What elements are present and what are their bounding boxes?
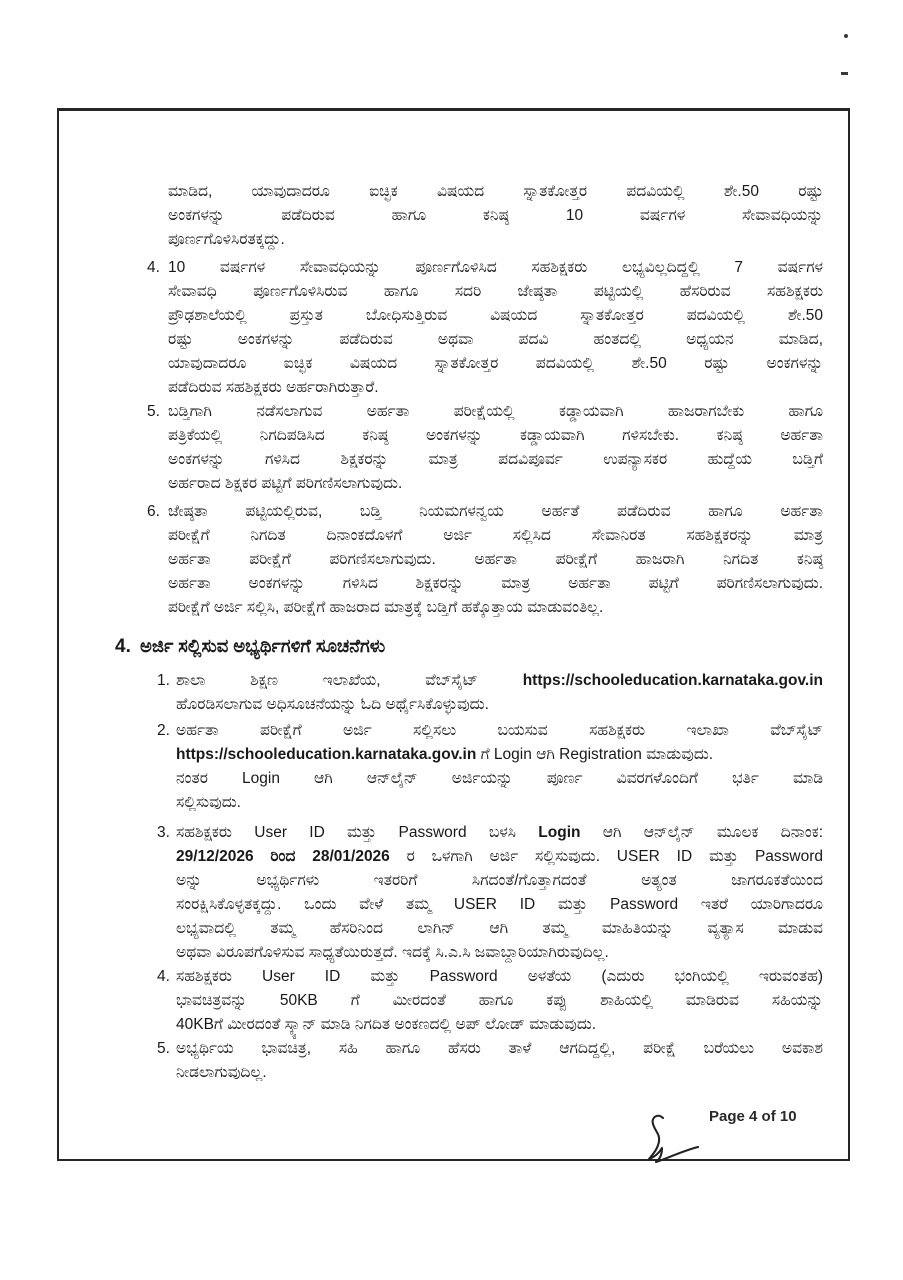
document-line	[168, 400, 823, 424]
scan-artifact-dash	[841, 72, 848, 75]
text-segment: ಅಂಕಗಳನ್ನು ಪಡೆದಿರುವ ಹಾಗೂ ಕನಿಷ್ಠ 10 ವರ್ಷಗಳ ಸೇವಾವಧಿಯನ್ನು	[168, 207, 823, 224]
document-line	[168, 548, 823, 572]
document-line	[176, 941, 823, 965]
text-segment: ಸೇವಾವಧಿ ಪೂರ್ಣಗೊಳಿಸಿರುವ ಹಾಗೂ ಸದರಿ ಜೇಷ್ಠತಾ ಪಟ್ಟಿಯಲ್ಲಿ ಹೆಸರಿರುವ ಸಹಶಿಕ್ಷಕರು	[168, 283, 823, 300]
scan-artifact-dot	[844, 34, 848, 38]
text-segment: ಯಾವುದಾದರೂ ಐಚ್ಛಿಕ ವಿಷಯದ ಸ್ನಾತಕೋತ್ತರ ಪದವಿಯಲ್ಲಿ ಶೇ.50 ರಷ್ಟು ಅಂಕಗಳನ್ನು	[168, 355, 823, 372]
text-segment: ಬಡ್ತಿಗಾಗಿ ನಡೆಸಲಾಗುವ ಅರ್ಹತಾ ಪರೀಕ್ಷೆಯಲ್ಲಿ ಕಡ್ಡಾಯವಾಗಿ ಹಾಜರಾಗಬೇಕು ಹಾಗೂ	[168, 403, 823, 420]
list-number: 5.	[147, 403, 160, 420]
document-line	[176, 893, 823, 917]
document-line	[168, 500, 823, 524]
text-segment: ಆಗಿ ಆನ್‌ಲೈನ್ ಮೂಲಕ ದಿನಾಂಕ:	[580, 824, 823, 841]
item-lines	[176, 719, 823, 815]
list-item-5	[115, 1037, 823, 1085]
list-item-4	[115, 256, 823, 400]
document-line	[176, 743, 823, 767]
item-lines	[168, 256, 823, 400]
list-item-3	[115, 821, 823, 965]
document-line	[168, 204, 823, 228]
item-lines	[176, 1037, 823, 1085]
list-item-6	[115, 500, 823, 620]
document-line	[168, 280, 823, 304]
bold-text: https://schooleducation.karnataka.gov.in	[176, 746, 477, 763]
list-number: 4.	[157, 968, 170, 985]
signature-mark	[636, 1110, 718, 1170]
text-segment: ಭಾವಚಿತ್ರವನ್ನು 50KB ಗೆ ಮೀರದಂತೆ ಹಾಗೂ ಕಪ್ಪು ಶಾಹಿಯಲ್ಲಿ ಮಾಡಿರುವ ಸಹಿಯನ್ನು	[176, 992, 823, 1009]
text-segment: ಸಹಶಿಕ್ಷಕರು User ID ಮತ್ತು Password ಬಳಸಿ	[176, 824, 539, 841]
list-item-5	[115, 400, 823, 496]
document-line	[176, 719, 823, 743]
text-segment: 10 ವರ್ಷಗಳ ಸೇವಾವಧಿಯನ್ನು ಪೂರ್ಣಗೊಳಿಸಿದ ಸಹಶಿಕ್ಷಕರು ಲಭ್ಯವಿಲ್ಲದಿದ್ದಲ್ಲಿ 7 ವರ್ಷಗಳ	[168, 259, 823, 276]
list-number: 5.	[157, 1040, 170, 1057]
item-lines	[168, 180, 823, 252]
document-line	[176, 791, 823, 815]
document-content	[115, 180, 823, 1085]
document-line	[168, 448, 823, 472]
page-number-label: Page 4 of 10	[709, 1108, 797, 1125]
document-line	[168, 524, 823, 548]
document-line	[176, 767, 823, 791]
document-line	[176, 917, 823, 941]
document-line	[168, 352, 823, 376]
document-line	[168, 304, 823, 328]
text-segment: ಪ್ರೌಢಶಾಲೆಯಲ್ಲಿ ಪ್ರಸ್ತುತ ಬೋಧಿಸುತ್ತಿರುವ ವಿಷಯದ ಸ್ನಾತಕೋತ್ತರ ಪದವಿಯಲ್ಲಿ ಶೇ.50	[168, 307, 823, 324]
text-segment: 40KBಗೆ ಮೀರದಂತೆ ಸ್ಕ್ಯಾನ್ ಮಾಡಿ ನಿಗದಿತ ಅಂಕಣದಲ್ಲಿ ಅಪ್ ಲೋಡ್ ಮಾಡುವುದು.	[176, 1016, 597, 1033]
text-segment: ರಷ್ಟು ಅಂಕಗಳನ್ನು ಪಡೆದಿರುವ ಅಥವಾ ಪದವಿ ಹಂತದಲ್ಲಿ ಅಧ್ಯಯನ ಮಾಡಿದ,	[168, 331, 823, 348]
text-segment: ಸಹಶಿಕ್ಷಕರು User ID ಮತ್ತು Password ಅಳತೆಯ (ಎದುರು ಭಂಗಿಯಲ್ಲಿ ಇರುವಂತಹ)	[176, 968, 823, 985]
document-line	[176, 821, 823, 845]
list-number: 2.	[157, 722, 170, 739]
item-lines	[176, 821, 823, 965]
text-segment: ಶಾಲಾ ಶಿಕ್ಷಣ ಇಲಾಖೆಯ, ವೆಬ್‌ಸೈಟ್	[176, 672, 523, 689]
text-segment: ಅಂಕಗಳನ್ನು ಗಳಿಸಿದ ಶಿಕ್ಷಕರನ್ನು ಮಾತ್ರ ಪದವಿಪೂರ್ವ ಉಪನ್ಯಾಸಕರ ಹುದ್ದೆಯ ಬಡ್ತಿಗೆ	[168, 451, 823, 468]
section-heading	[115, 632, 823, 661]
text-segment: ಅಥವಾ ವಿರೂಪಗೊಳಿಸುವ ಸಾಧ್ಯತೆಯಿರುತ್ತದೆ. ಇದಕ್ಕೆ ಸಿ.ಎ.ಸಿ ಜವಾಬ್ದಾರಿಯಾಗಿರುವುದಿಲ್ಲ.	[176, 944, 609, 961]
text-segment: ಪೂರ್ಣಗೊಳಿಸಿರತಕ್ಕದ್ದು.	[168, 231, 285, 248]
document-line	[168, 256, 823, 280]
text-segment: ರ ಒಳಗಾಗಿ ಅರ್ಜಿ ಸಲ್ಲಿಸುವುದು. USER ID ಮತ್ತು Password	[389, 848, 824, 865]
text-segment: ಅಭ್ಯರ್ಥಿಯ ಭಾವಚಿತ್ರ, ಸಹಿ ಹಾಗೂ ಹೆಸರು ತಾಳೆ ಆಗದಿದ್ದಲ್ಲಿ, ಪರೀಕ್ಷೆ ಬರೆಯಲು ಅವಕಾಶ	[176, 1040, 823, 1057]
bold-text: Login	[538, 824, 581, 841]
text-segment: ಗೆ Login ಆಗಿ Registration ಮಾಡುವುದು.	[476, 746, 714, 763]
section-heading-text: ಅರ್ಜಿ ಸಲ್ಲಿಸುವ ಅಭ್ಯರ್ಥಿಗಳಿಗೆ ಸೂಚನೆಗಳು	[140, 636, 386, 656]
list-number: 1.	[157, 672, 170, 689]
item-lines	[168, 500, 823, 620]
document-line	[168, 572, 823, 596]
document-line	[176, 1037, 823, 1061]
text-segment: ಸಲ್ಲಿಸುವುದು.	[176, 794, 241, 811]
text-segment: ಪರೀಕ್ಷೆಗೆ ನಿಗದಿತ ದಿನಾಂಕದೊಳಗೆ ಅರ್ಜಿ ಸಲ್ಲಿಸಿದ ಸೇವಾನಿರತ ಸಹಶಿಕ್ಷಕರನ್ನು ಮಾತ್ರ	[168, 527, 823, 544]
text-segment: ನಂತರ Login ಆಗಿ ಆನ್‌ಲೈನ್ ಅರ್ಜಿಯನ್ನು ಪೂರ್ಣ ವಿವರಗಳೊಂದಿಗೆ ಭರ್ತಿ ಮಾಡಿ	[176, 770, 823, 787]
text-segment: ಸಂರಕ್ಷಿಸಿಕೊಳ್ಳತಕ್ಕದ್ದು. ಒಂದು ವೇಳೆ ತಮ್ಮ USER ID ಮತ್ತು Password ಇತರೆ ಯಾರಿಗಾದರೂ	[176, 896, 823, 913]
text-segment: ಲಭ್ಯವಾದಲ್ಲಿ ತಮ್ಮ ಹೆಸರಿನಿಂದ ಲಾಗಿನ್ ಆಗಿ ತಮ್ಮ ಮಾಹಿತಿಯನ್ನು ವ್ಯತ್ಯಾಸ ಮಾಡುವ	[176, 920, 823, 937]
document-line	[176, 989, 823, 1013]
text-segment: ಪತ್ರಿಕೆಯಲ್ಲಿ ನಿಗದಿಪಡಿಸಿದ ಕನಿಷ್ಠ ಅಂಕಗಳನ್ನು ಕಡ್ಡಾಯವಾಗಿ ಗಳಿಸಬೇಕು. ಕನಿಷ್ಠ ಅರ್ಹತಾ	[168, 427, 823, 444]
text-segment: ಅರ್ಹರಾದ ಶಿಕ್ಷಕರ ಪಟ್ಟಿಗೆ ಪರಿಗಣಿಸಲಾಗುವುದು.	[168, 475, 403, 492]
bold-text: https://schooleducation.karnataka.gov.in	[522, 672, 823, 689]
document-line	[176, 693, 823, 717]
document-line	[176, 1061, 823, 1085]
list-item-2	[115, 719, 823, 815]
text-segment: ಅನ್ನು ಅಭ್ಯರ್ಥಿಗಳು ಇತರರಿಗೆ ಸಿಗದಂತೆ/ಗೊತ್ತಾಗದಂತೆ ಅತ್ಯಂತ ಜಾಗರೂಕತೆಯಿಂದ	[176, 872, 823, 889]
list-number: 6.	[147, 503, 160, 520]
section-heading-number: 4.	[115, 636, 131, 657]
document-line	[168, 328, 823, 352]
text-segment: ಅರ್ಹತಾ ಪರೀಕ್ಷೆಗೆ ಪರಿಗಣಿಸಲಾಗುವುದು. ಅರ್ಹತಾ ಪರೀಕ್ಷೆಗೆ ಹಾಜರಾಗಿ ನಿಗದಿತ ಕನಿಷ್ಠ	[168, 551, 823, 568]
document-line	[176, 965, 823, 989]
document-line	[176, 1013, 823, 1037]
document-line	[176, 845, 823, 869]
text-segment: ಪಡೆದಿರುವ ಸಹಶಿಕ್ಷಕರು ಅರ್ಹರಾಗಿರುತ್ತಾರೆ.	[168, 379, 379, 396]
text-segment: ಹೊರಡಿಸಲಾಗುವ ಅಧಿಸೂಚನೆಯನ್ನು ಓದಿ ಅರ್ಥೈಸಿಕೊಳ್ಳುವುದು.	[176, 696, 489, 713]
list-number: 4.	[147, 259, 160, 276]
document-line	[168, 228, 823, 252]
document-line	[168, 376, 823, 400]
text-segment: ನೀಡಲಾಗುವುದಿಲ್ಲ.	[176, 1064, 267, 1081]
document-line	[168, 472, 823, 496]
document-line	[168, 596, 823, 620]
document-line	[176, 869, 823, 893]
list-item-1	[115, 669, 823, 717]
text-segment: ಅರ್ಹತಾ ಪರೀಕ್ಷೆಗೆ ಅರ್ಜಿ ಸಲ್ಲಿಸಲು ಬಯಸುವ ಸಹಶಿಕ್ಷಕರು ಇಲಾಖಾ ವೆಬ್‌ಸೈಟ್	[176, 722, 823, 739]
document-line	[168, 180, 823, 204]
document-line	[168, 424, 823, 448]
list-number: 3.	[157, 824, 170, 841]
text-segment: ಪರೀಕ್ಷೆಗೆ ಅರ್ಜಿ ಸಲ್ಲಿಸಿ, ಪರೀಕ್ಷೆಗೆ ಹಾಜರಾದ ಮಾತ್ರಕ್ಕೆ ಬಡ್ತಿಗೆ ಹಕ್ಕೊತ್ತಾಯ ಮಾಡುವಂತಿಲ್ಲ.	[168, 599, 604, 616]
item-lines	[176, 965, 823, 1037]
item-lines	[168, 400, 823, 496]
text-segment: ಅರ್ಹತಾ ಅಂಕಗಳನ್ನು ಗಳಿಸಿದ ಶಿಕ್ಷಕರನ್ನು ಮಾತ್ರ ಅರ್ಹತಾ ಪಟ್ಟಿಗೆ ಪರಿಗಣಿಸಲಾಗುವುದು.	[168, 575, 823, 592]
paragraph-continuation	[115, 180, 823, 252]
item-lines	[176, 669, 823, 717]
text-segment: ಮಾಡಿದ, ಯಾವುದಾದರೂ ಐಚ್ಛಿಕ ವಿಷಯದ ಸ್ನಾತಕೋತ್ತರ ಪದವಿಯಲ್ಲಿ ಶೇ.50 ರಷ್ಟು	[168, 183, 823, 200]
document-line	[176, 669, 823, 693]
text-segment: ಜೇಷ್ಠತಾ ಪಟ್ಟಿಯಲ್ಲಿರುವ, ಬಡ್ತಿ ನಿಯಮಗಳನ್ವಯ ಅರ್ಹತೆ ಪಡೆದಿರುವ ಹಾಗೂ ಅರ್ಹತಾ	[168, 503, 823, 520]
list-item-4	[115, 965, 823, 1037]
bold-text: 29/12/2026 ರಿಂದ 28/01/2026	[176, 848, 390, 865]
